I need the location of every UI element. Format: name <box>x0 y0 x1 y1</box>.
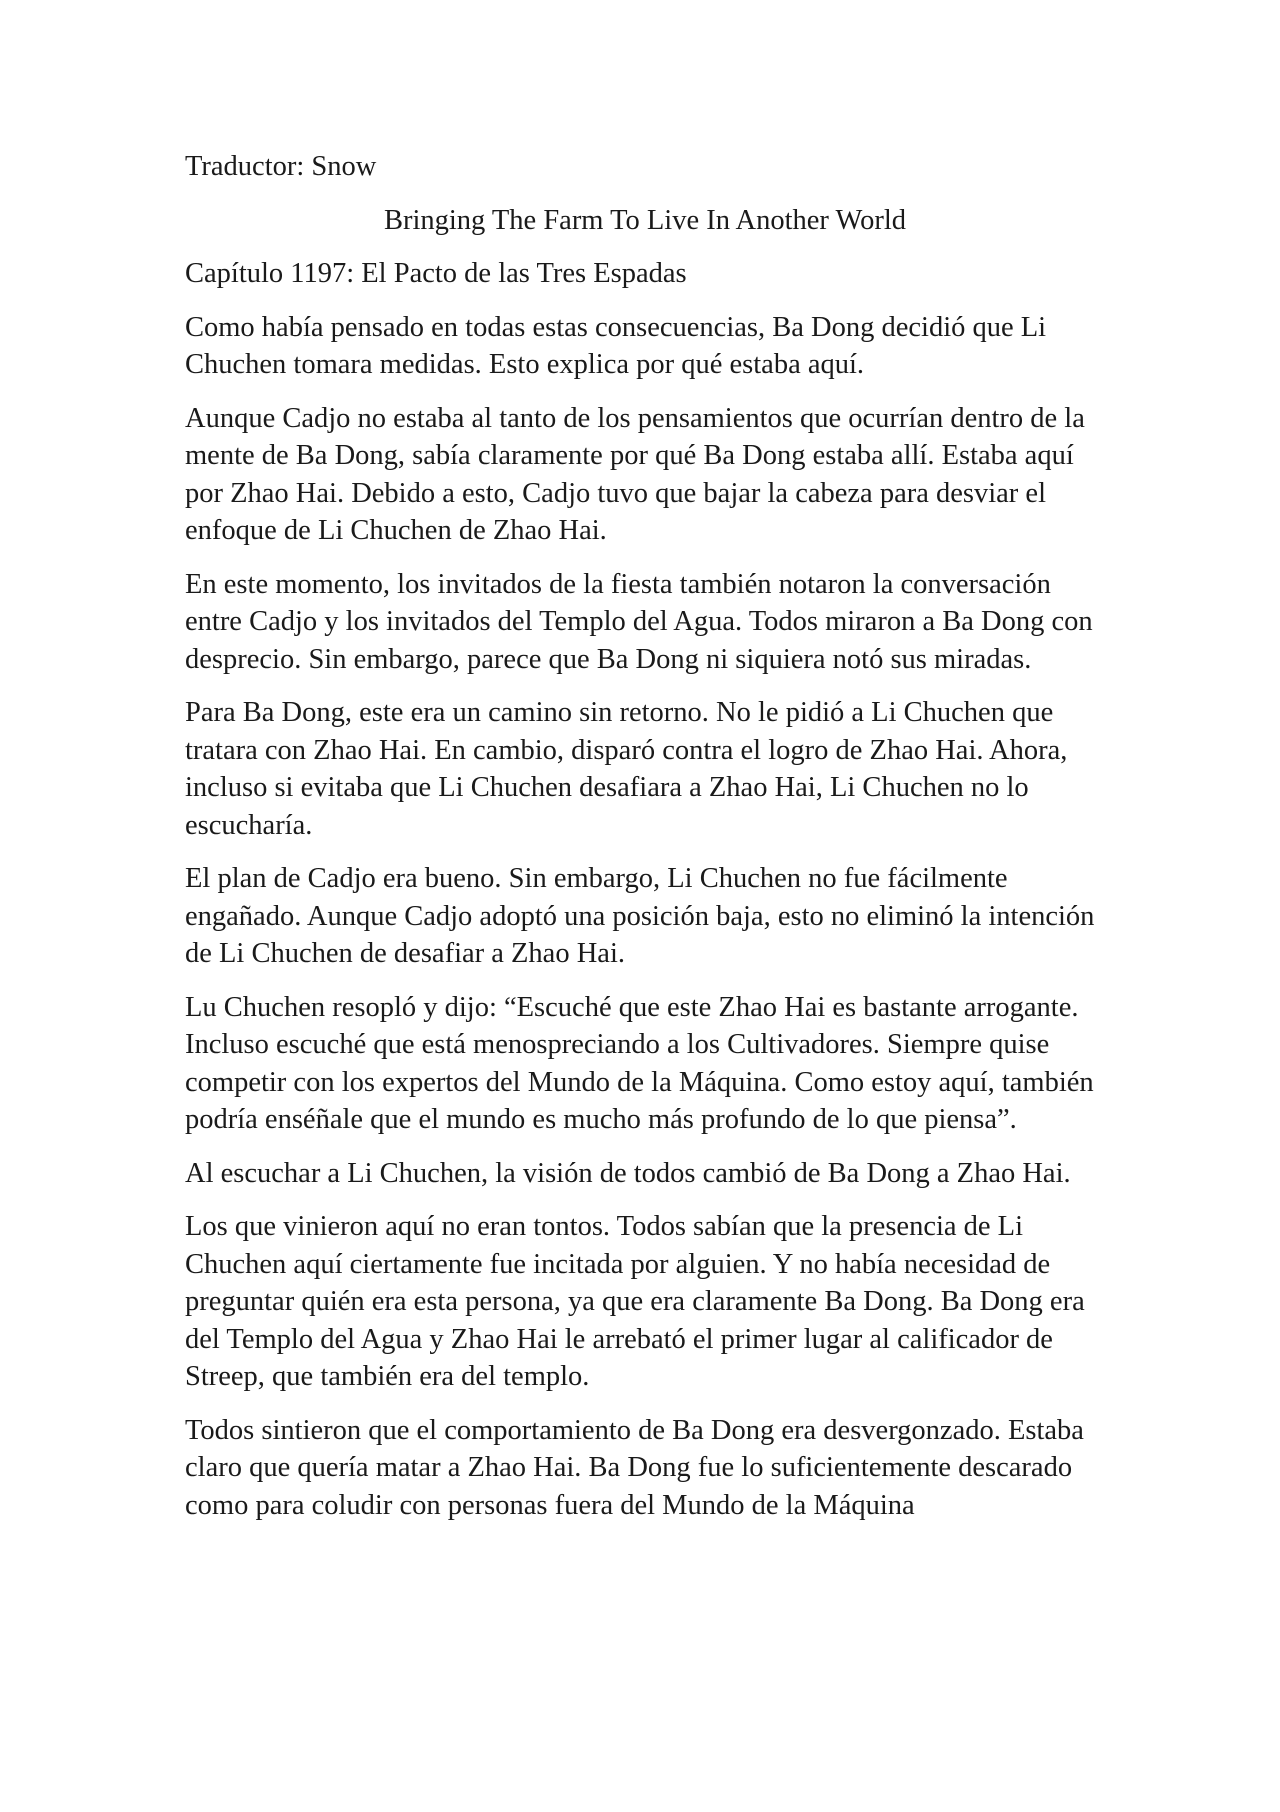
document-body <box>185 148 1105 1540</box>
paragraph: Para Ba Dong, este era un camino sin retorno. No le pidió a Li Chuchen que tratara con Zhao Hai. En cambio, disparó contra el logro de Zhao Hai. Ahora, incluso si evitaba que Li Chuchen desafiara a Zhao Hai, Li Chuchen no lo escucharía. <box>185 697 1068 841</box>
paragraph: Los que vinieron aquí no eran tontos. Todos sabían que la presencia de Li Chuchen aquí ciertamente fue incitada por alguien. Y no había necesidad de preguntar quién era esta persona, ya que era claramente Ba Dong. Ba Dong era del Templo del Agua y Zhao Hai le arrebató el primer lugar al calificador de Streep, que también era del templo. <box>185 1211 1085 1392</box>
paragraph: Como había pensado en todas estas consecuencias, Ba Dong decidió que Li Chuchen tomara medidas. Esto explica por qué estaba aquí. <box>185 311 1047 380</box>
paragraph: Aunque Cadjo no estaba al tanto de los pensamientos que ocurrían dentro de la mente de Ba Dong, sabía claramente por qué Ba Dong estaba allí. Estaba aquí por Zhao Hai. Debido a esto, Cadjo tuvo que bajar la cabeza para desviar el enfoque de Li Chuchen de Zhao Hai. <box>185 402 1085 546</box>
translator-credit: Traductor: Snow <box>185 151 377 182</box>
paragraph: Al escuchar a Li Chuchen, la visión de todos cambió de Ba Dong a Zhao Hai. <box>185 1157 1071 1189</box>
paragraph: Todos sintieron que el comportamiento de Ba Dong era desvergonzado. Estaba claro que quería matar a Zhao Hai. Ba Dong fue lo suficientemente descarado como para coludir con personas fuera del Mundo de la Máquina <box>185 1414 1084 1521</box>
paragraph: Lu Chuchen resopló y dijo: “Escuché que este Zhao Hai es bastante arrogante. Incluso escuché que está menospreciando a los Cultivadores. Siempre quise competir con los expertos del Mundo de la Máquina. Como estoy aquí, también podría enséñale que el mundo es mucho más profundo de lo que piensa”. <box>185 991 1094 1135</box>
book-title: Bringing The Farm To Live In Another World <box>383 204 907 236</box>
chapter-title: Capítulo 1197: El Pacto de las Tres Espadas <box>185 258 687 289</box>
paragraph: El plan de Cadjo era bueno. Sin embargo, Li Chuchen no fue fácilmente engañado. Aunque Cadjo adoptó una posición baja, esto no eliminó la intención de Li Chuchen de desafiar a Zhao Hai. <box>185 863 1095 969</box>
paragraph: En este momento, los invitados de la fiesta también notaron la conversación entre Cadjo y los invitados del Templo del Agua. Todos miraron a Ba Dong con desprecio. Sin embargo, parece que Ba Dong ni siquiera notó sus miradas. <box>185 568 1093 675</box>
